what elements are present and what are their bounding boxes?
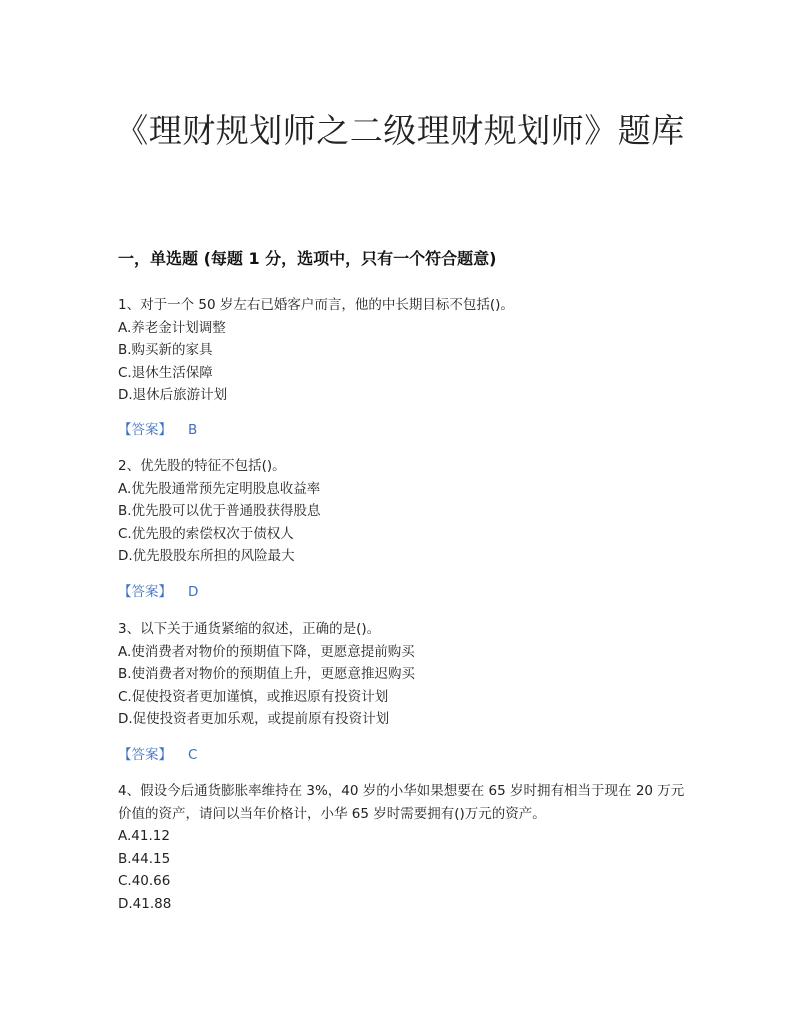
option-d: D.优先股股东所担的风险最大 — [118, 548, 295, 564]
option-a: A.41.12 — [118, 828, 170, 844]
option-b: B.优先股可以优于普通股获得股息 — [118, 503, 321, 519]
option-c: C.优先股的索偿权次于债权人 — [118, 525, 294, 542]
question-stem: 4、假设今后通货膨胀率维持在 3%，40 岁的小华如果想要在 65 岁时拥有相当于现在 20 万元价值的资产，请问以当年价格计，小华 65 岁时需要拥有()万元的资产。 — [118, 783, 685, 822]
question-2 — [118, 455, 693, 568]
option-b: B.44.15 — [118, 850, 171, 867]
option-a: A.使消费者对物价的预期值下降，更愿意提前购买 — [118, 643, 415, 660]
option-c: C.退休生活保障 — [118, 364, 213, 381]
option-b: B.使消费者对物价的预期值上升，更愿意推迟购买 — [118, 666, 416, 682]
answer-value: D — [188, 584, 199, 600]
question-stem: 1、对于一个 50 岁左右已婚客户而言，他的中长期目标不包括()。 — [118, 297, 514, 313]
option-a: A.养老金计划调整 — [118, 319, 226, 336]
section-heading: 一，单选题 (每题 1 分，选项中，只有一个符合题意) — [118, 249, 497, 268]
option-d: D.退休后旅游计划 — [118, 387, 228, 403]
answer-label: 【答案】 — [118, 422, 172, 438]
option-d: D.41.88 — [118, 895, 172, 912]
option-c: C.40.66 — [118, 873, 171, 889]
question-3 — [118, 618, 693, 731]
question-1 — [118, 294, 693, 407]
question-stem: 3、以下关于通货紧缩的叙述，正确的是()。 — [118, 621, 381, 637]
option-c: C.促使投资者更加谨慎，或推迟原有投资计划 — [118, 688, 389, 705]
answer-value: B — [188, 422, 198, 438]
answer-value: C — [188, 747, 198, 763]
option-d: D.促使投资者更加乐观，或提前原有投资计划 — [118, 711, 390, 727]
question-4 — [118, 780, 693, 915]
option-b: B.购买新的家具 — [118, 342, 213, 358]
document-title: 《理财规划师之二级理财规划师》题库 — [115, 111, 685, 150]
answer-label: 【答案】 — [118, 584, 172, 600]
option-a: A.优先股通常预先定明股息收益率 — [118, 480, 321, 497]
answer-row-2 — [118, 581, 198, 603]
answer-row-3 — [118, 744, 197, 766]
question-stem: 2、优先股的特征不包括()。 — [118, 458, 286, 474]
answer-row-1 — [118, 419, 197, 441]
answer-label: 【答案】 — [118, 747, 172, 763]
